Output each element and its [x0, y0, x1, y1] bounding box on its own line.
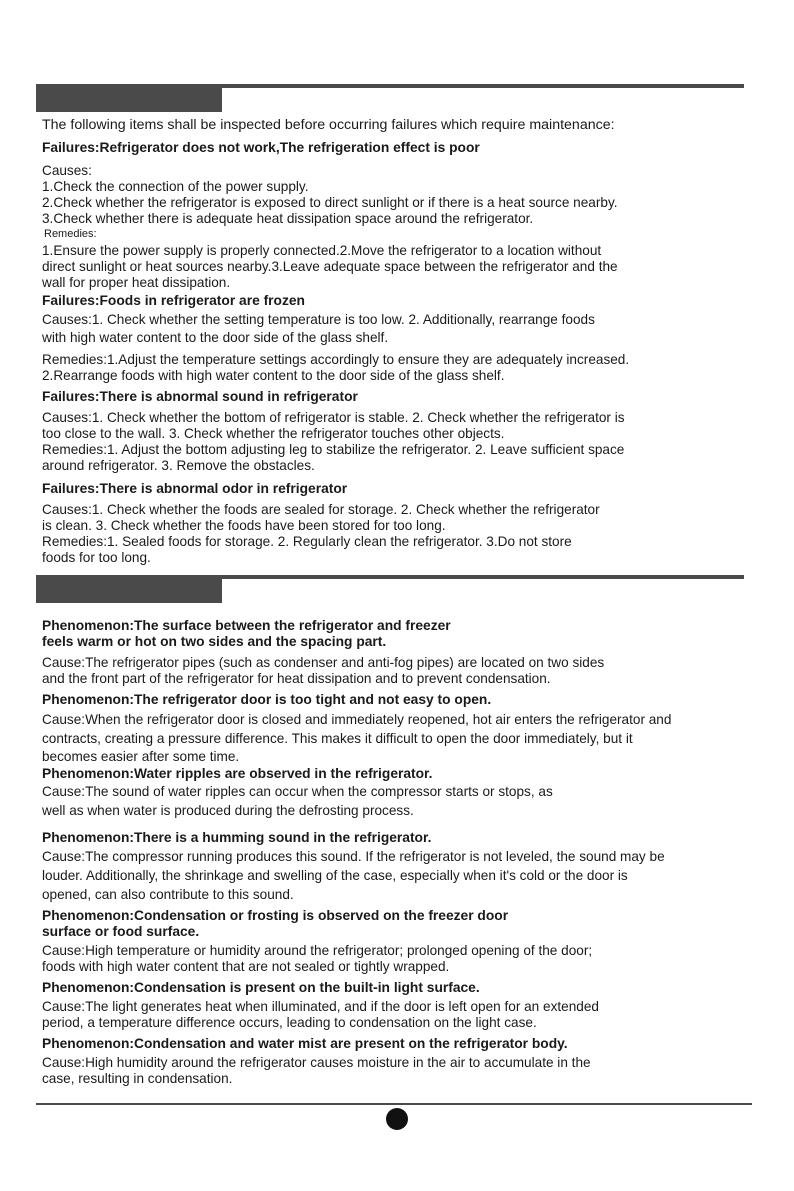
failure-2-cause-line-2: with high water content to the door side of the glass shelf.: [42, 330, 389, 345]
failure-2-cause-line-1: Causes:1. Check whether the setting temperature is too low. 2. Additionally, rearrange foods: [42, 312, 595, 327]
phenomenon-1-title-line-2: feels warm or hot on two sides and the spacing part.: [42, 634, 387, 649]
failure-1-cause-1: 1.Check the connection of the power supply.: [42, 179, 309, 194]
phenomena-section: [42, 618, 732, 1087]
phenomenon-3-title: Phenomenon:Water ripples are observed in the refrigerator.: [42, 766, 433, 781]
phenomenon-5-cause-line-1: Cause:High temperature or humidity around the refrigerator; prolonged opening of the door;: [42, 943, 593, 958]
failure-3-title: Failures:There is abnormal sound in refrigerator: [42, 389, 358, 404]
failure-1-remedy-line-3: wall for proper heat dissipation.: [42, 275, 231, 290]
maintenance-section: [42, 117, 732, 566]
failure-2-remedy-line-1: Remedies:1.Adjust the temperature settings accordingly to ensure they are adequately increased.: [42, 352, 630, 367]
failure-3-line-1: Causes:1. Check whether the bottom of refrigerator is stable. 2. Check whether the refrigerator is: [42, 410, 625, 425]
phenomenon-1-title-line-1: Phenomenon:The surface between the refrigerator and freezer: [42, 618, 451, 633]
page-number-dot: [386, 1108, 408, 1130]
failure-1-causes-label: Causes:: [42, 163, 92, 178]
phenomenon-4-cause-line-3: opened, can also contribute to this sound.: [42, 887, 294, 902]
failure-4-title: Failures:There is abnormal odor in refrigerator: [42, 481, 348, 496]
failure-1-remedy-line-2: direct sunlight or heat sources nearby.3.Leave adequate space between the refrigerator and the: [42, 259, 618, 274]
phenomenon-4-cause-line-1: Cause:The compressor running produces this sound. If the refrigerator is not leveled, the sound may be: [42, 849, 665, 864]
phenomenon-7-title: Phenomenon:Condensation and water mist are present on the refrigerator body.: [42, 1036, 568, 1051]
phenomenon-1-cause-line-2: and the front part of the refrigerator for heat dissipation and to prevent condensation.: [42, 671, 551, 686]
phenomenon-5-title-line-2: surface or food surface.: [42, 924, 200, 939]
failure-1-remedies-label: Remedies:: [44, 228, 97, 240]
phenomenon-2-cause-line-2: contracts, creating a pressure difference. This makes it difficult to open the door immediately, but it: [42, 731, 633, 746]
footer-rule: [36, 1103, 752, 1105]
failure-2-title: Failures:Foods in refrigerator are frozen: [42, 293, 305, 308]
failure-3-line-3: Remedies:1. Adjust the bottom adjusting leg to stabilize the refrigerator. 2. Leave sufficient space: [42, 442, 625, 457]
failure-1-cause-3: 3.Check whether there is adequate heat dissipation space around the refrigerator.: [42, 211, 534, 226]
failure-4-line-3: Remedies:1. Sealed foods for storage. 2. Regularly clean the refrigerator. 3.Do not store: [42, 534, 572, 549]
phenomenon-7-cause-line-2: case, resulting in condensation.: [42, 1071, 233, 1086]
phenomenon-4-cause-line-2: louder. Additionally, the shrinkage and swelling of the case, especially when it's cold or the door is: [42, 868, 628, 883]
failure-3-line-4: around refrigerator. 3. Remove the obstacles.: [42, 458, 315, 473]
phenomenon-6-title: Phenomenon:Condensation is present on the built-in light surface.: [42, 980, 480, 995]
phenomenon-2-cause-line-3: becomes easier after some time.: [42, 749, 240, 764]
intro-text: The following items shall be inspected before occurring failures which require maintenance:: [42, 117, 615, 133]
failure-4-line-1: Causes:1. Check whether the foods are sealed for storage. 2. Check whether the refrigerator: [42, 502, 600, 517]
failure-2-remedy-line-2: 2.Rearrange foods with high water content to the door side of the glass shelf.: [42, 368, 505, 383]
phenomenon-5-title-line-1: Phenomenon:Condensation or frosting is observed on the freezer door: [42, 908, 509, 923]
failure-4-line-2: is clean. 3. Check whether the foods have been stored for too long.: [42, 518, 446, 533]
phenomenon-1-cause-line-1: Cause:The refrigerator pipes (such as condenser and anti-fog pipes) are located on two sides: [42, 655, 605, 670]
phenomenon-3-cause-line-1: Cause:The sound of water ripples can occur when the compressor starts or stops, as: [42, 784, 553, 799]
failure-1-cause-2: 2.Check whether the refrigerator is exposed to direct sunlight or if there is a heat source nearby.: [42, 195, 618, 210]
failure-3-line-2: too close to the wall. 3. Check whether the refrigerator touches other objects.: [42, 426, 505, 441]
section-tab-phenomena: [36, 577, 222, 603]
phenomenon-4-title: Phenomenon:There is a humming sound in the refrigerator.: [42, 830, 432, 845]
phenomenon-2-cause-line-1: Cause:When the refrigerator door is closed and immediately reopened, hot air enters the refrigerator and: [42, 712, 672, 727]
failure-4-line-4: foods for too long.: [42, 550, 151, 565]
phenomenon-2-title: Phenomenon:The refrigerator door is too tight and not easy to open.: [42, 692, 492, 707]
section-tab-maintenance: [36, 86, 222, 112]
failure-1-remedy-line-1: 1.Ensure the power supply is properly connected.2.Move the refrigerator to a location without: [42, 243, 602, 258]
phenomenon-5-cause-line-2: foods with high water content that are not sealed or tightly wrapped.: [42, 959, 450, 974]
phenomenon-6-cause-line-2: period, a temperature difference occurs, leading to condensation on the light case.: [42, 1015, 537, 1030]
phenomenon-3-cause-line-2: well as when water is produced during the defrosting process.: [42, 803, 414, 818]
phenomenon-7-cause-line-1: Cause:High humidity around the refrigerator causes moisture in the air to accumulate in the: [42, 1055, 591, 1070]
failure-1-title: Failures:Refrigerator does not work,The refrigeration effect is poor: [42, 140, 480, 155]
phenomenon-6-cause-line-1: Cause:The light generates heat when illuminated, and if the door is left open for an extended: [42, 999, 599, 1014]
